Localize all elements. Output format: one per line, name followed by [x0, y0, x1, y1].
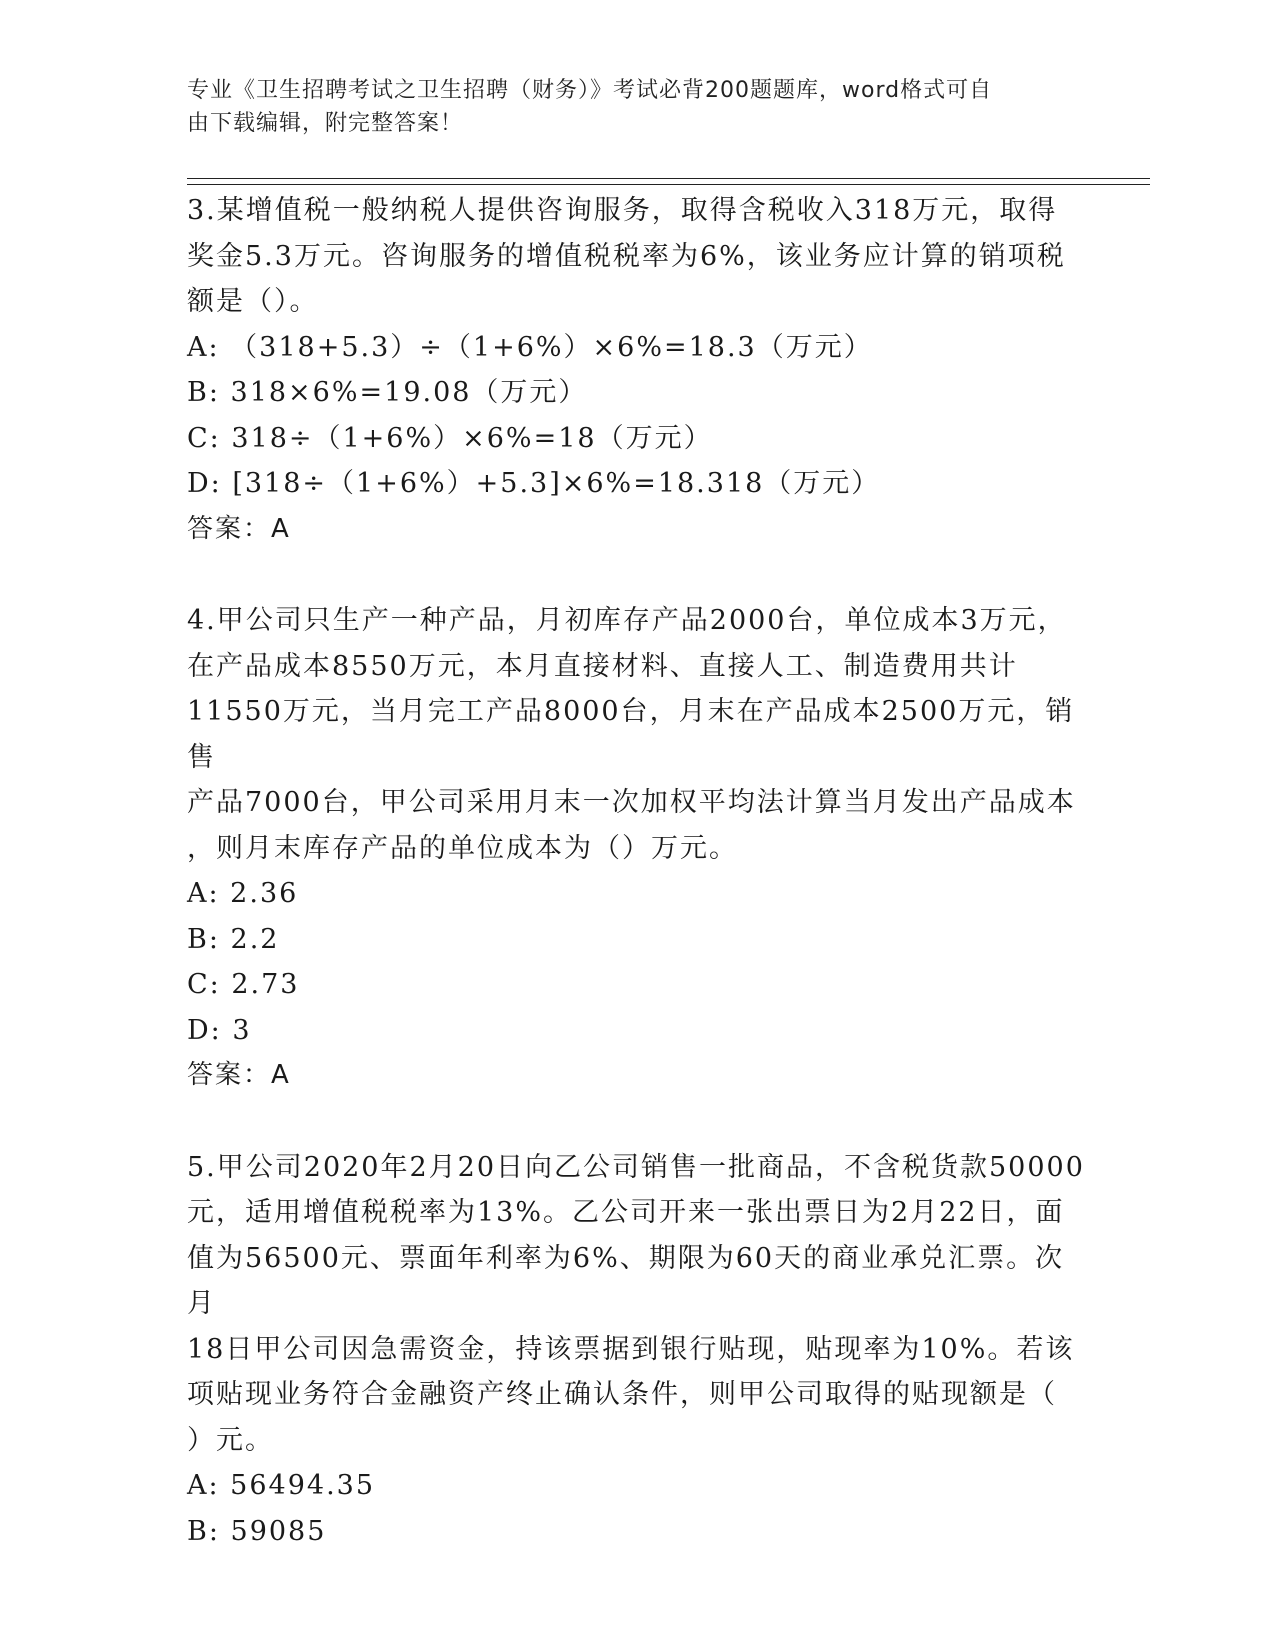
question-spacer	[187, 552, 1087, 598]
stem-line: ，则月末库存产品的单位成本为（）万元。	[187, 832, 738, 864]
question-4	[187, 598, 1087, 1099]
stem-line: 18日甲公司因急需资金，持该票据到银行贴现，贴现率为10%。若该	[187, 1333, 1075, 1365]
question-4-answer: 答案：A	[187, 1060, 291, 1090]
question-3-option-a: A: （318+5.3）÷（1+6%）×6%=18.3（万元）	[187, 331, 873, 363]
header-divider-bottom	[187, 184, 1150, 185]
header-line-2: 由下载编辑，附完整答案！	[187, 111, 464, 136]
stem-line: 元，适用增值税税率为13%。乙公司开来一张出票日为2月22日，面	[187, 1197, 1065, 1228]
question-5-option-a: A: 56494.35	[187, 1470, 376, 1501]
stem-line: 项贴现业务符合金融资产终止确认条件，则甲公司取得的贴现额是（	[187, 1379, 1057, 1410]
header-line-1: 专业《卫生招聘考试之卫生招聘（财务）》考试必背200题题库，word格式可自	[187, 78, 993, 103]
question-list	[187, 188, 1087, 1554]
stem-line: 5.甲公司2020年2月20日向乙公司销售一批商品，不含税货款50000	[187, 1151, 1085, 1183]
stem-line: ）元。	[187, 1424, 274, 1456]
question-4-option-d: D: 3	[187, 1014, 252, 1046]
stem-line: 产品7000台，甲公司采用月末一次加权平均法计算当月发出产品成本	[187, 787, 1076, 818]
question-3	[187, 188, 1087, 552]
document-header	[187, 74, 1067, 140]
stem-line: 11550万元，当月完工产品8000台，月末在产品成本2500万元，销售	[187, 696, 1075, 773]
question-4-option-c: C: 2.73	[187, 969, 300, 1000]
question-5	[187, 1145, 1087, 1555]
question-spacer	[187, 1099, 1087, 1145]
header-divider-top	[187, 178, 1150, 179]
stem-line: 在产品成本8550万元，本月直接材料、直接人工、制造费用共计	[187, 650, 1018, 682]
question-4-option-b: B: 2.2	[187, 923, 280, 955]
question-5-stem	[187, 1145, 1087, 1464]
stem-line: 4.甲公司只生产一种产品，月初库存产品2000台，单位成本3万元，	[187, 605, 1067, 636]
stem-line: 值为56500元、票面年利率为6%、期限为60天的商业承兑汇票。次月	[187, 1242, 1065, 1319]
question-3-stem	[187, 188, 1087, 325]
question-3-option-c: C: 318÷（1+6%）×6%=18（万元）	[187, 422, 713, 454]
question-3-option-b: B: 318×6%=19.08（万元）	[187, 377, 588, 408]
question-3-option-d: D: [318÷（1+6%）+5.3]×6%=18.318（万元）	[187, 468, 881, 499]
question-4-option-a: A: 2.36	[187, 878, 299, 909]
stem-line: 额是（）。	[187, 286, 319, 317]
question-5-option-b: B: 59085	[187, 1515, 327, 1547]
question-4-stem	[187, 598, 1087, 871]
stem-line: 奖金5.3万元。咨询服务的增值税税率为6%，该业务应计算的销项税	[187, 240, 1066, 272]
question-3-answer: 答案：A	[187, 513, 291, 544]
stem-line: 3.某增值税一般纳税人提供咨询服务，取得含税收入318万元，取得	[187, 195, 1058, 226]
